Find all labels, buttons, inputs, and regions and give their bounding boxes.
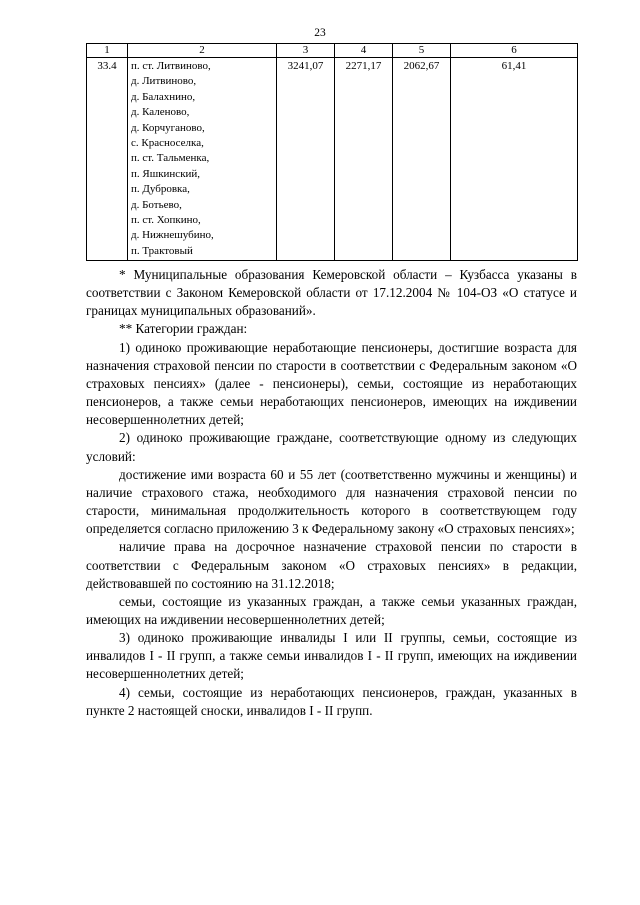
settlement-name: п. Дубровка, [131, 183, 190, 196]
header-col-4: 4 [335, 44, 393, 58]
footnote-municipalities: * Муниципальные образования Кемеровской области – Кузбасса указаны в соответствии с Законом Кемеровской области от 17.12.2004 № 104-ОЗ «О статусе и границах муниципальных образований». [86, 267, 577, 319]
table-row [87, 58, 578, 261]
tariff-table [86, 43, 578, 261]
footnote-categories-heading: ** Категории граждан: [119, 321, 248, 337]
settlement-name: д. Нижнешубино, [131, 229, 214, 242]
settlement-name: п. ст. Литвиново, [131, 60, 211, 72]
category-item-3: 3) одиноко проживающие инвалиды I или II группы, семьи, состоящие из инвалидов I - II групп, а также семьи инвалидов I - II групп, имеющих на иждивении несовершеннолетних детей; [86, 630, 577, 682]
category-item-1: 1) одиноко проживающие неработающие пенсионеры, достигшие возраста для назначения страховой пенсии по старости в соответствии с Федеральным законом «О страховых пенсиях» (далее - пенсионеры), семьи, состоящие из неработающих пенсионеров, а также семьи неработающих пенсионеров, имеющих на иждивении несовершеннолетних детей; [86, 339, 577, 428]
page-number: 23 [314, 27, 326, 39]
value-col-6: 61,41 [451, 58, 578, 261]
header-col-2: 2 [128, 44, 277, 58]
footnotes [86, 266, 577, 720]
category-item-2-condition-age: достижение ими возраста 60 и 55 лет (соответственно мужчины и женщины) и наличие страхового стажа, необходимого для назначения страховой пенсии по старости, минимальная продолжительность которого в соответствующем году определяется согласно приложению 3 к Федеральному закону «О страховых пенсиях»; [86, 466, 577, 537]
settlement-name: п. ст. Тальменка, [131, 152, 210, 165]
table-header-row [87, 44, 578, 58]
header-col-5: 5 [393, 44, 451, 58]
settlement-name: п. Яшкинский, [131, 167, 201, 180]
row-number: 33.4 [87, 58, 128, 261]
header-col-6: 6 [451, 44, 578, 58]
category-item-2-families: семьи, состоящие из указанных граждан, а также семьи указанных граждан, имеющих на иждивении несовершеннолетних детей; [86, 593, 577, 627]
settlement-name: д. Балахнино, [131, 90, 196, 103]
settlement-name: д. Литвиново, [131, 75, 197, 88]
settlement-name: п. Трактовый [131, 244, 193, 257]
category-item-2: 2) одиноко проживающие граждане, соответствующие одному из следующих условий: [86, 430, 577, 464]
settlement-name: п. ст. Хопкино, [131, 214, 201, 227]
settlement-name: с. Красноселка, [131, 137, 204, 150]
settlements-cell [128, 58, 277, 261]
value-col-5: 2062,67 [393, 58, 451, 261]
category-item-2-condition-early: наличие права на досрочное назначение страховой пенсии по старости в соответствии с Федеральным законом «О страховых пенсиях» в редакции, действовавшей по состоянию на 31.12.2018; [86, 539, 577, 591]
header-col-3: 3 [277, 44, 335, 58]
value-col-3: 3241,07 [277, 58, 335, 261]
settlement-name: д. Каленово, [131, 106, 190, 119]
settlement-name: д. Ботьево, [131, 198, 182, 211]
category-item-4: 4) семьи, состоящие из неработающих пенсионеров, граждан, указанных в пункте 2 настоящей сноски, инвалидов I - II групп. [86, 684, 577, 718]
settlement-name: д. Корчуганово, [131, 121, 205, 134]
value-col-4: 2271,17 [335, 58, 393, 261]
header-col-1: 1 [87, 44, 128, 58]
